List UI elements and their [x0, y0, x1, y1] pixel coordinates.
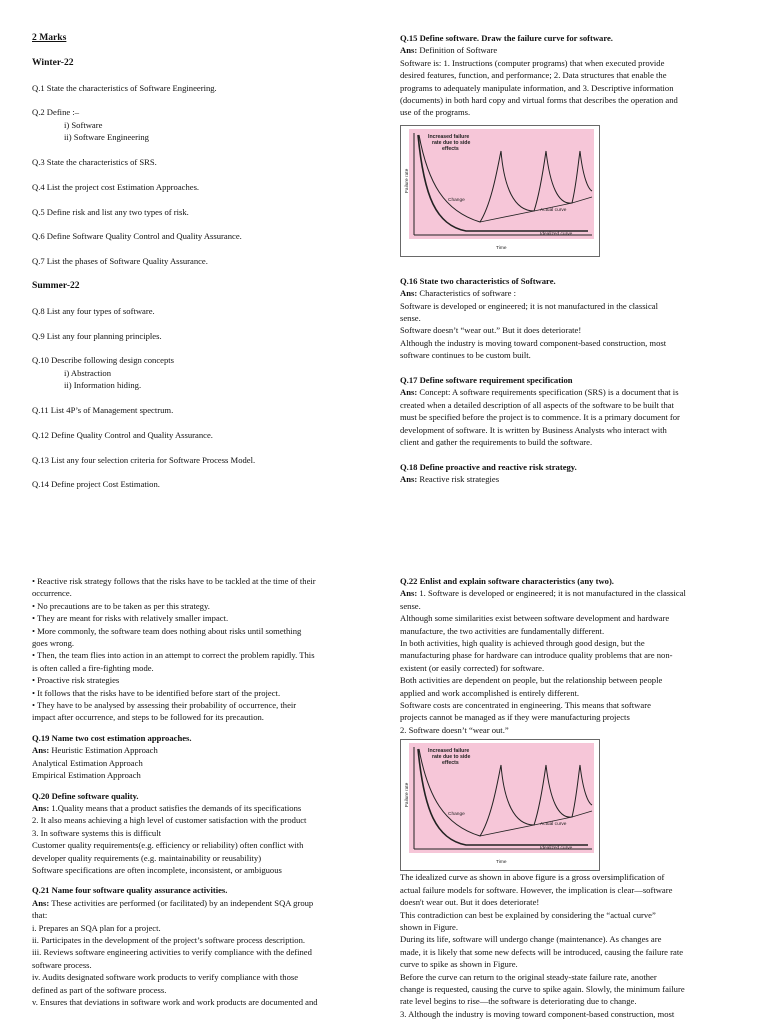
- answer-label: Ans:: [400, 387, 418, 398]
- question-19-answer: [32, 744, 372, 756]
- risk-line: • No precautions are to be taken as per this strategy.: [32, 600, 210, 611]
- q22-line: applied and work accomplished is entirely different.: [400, 687, 580, 698]
- q16-line: software continues to be custom built.: [400, 350, 531, 361]
- risk-line: • More commonly, the software team does nothing about risks until something: [32, 625, 302, 636]
- q22-line: Software costs are concentrated in engineering. This means that software: [400, 700, 651, 711]
- explain-line: change is requested, causing the curve to spike again. Slowly, the minimum failure: [400, 983, 685, 994]
- q20-line: Software specifications are often incomplete, inconsistent, or ambiguous: [32, 864, 282, 875]
- q21-line: defined as part of the software process.: [32, 984, 167, 995]
- question-13: Q.13 List any four selection criteria for Software Process Model.: [32, 454, 256, 465]
- q22-line: In both activities, high quality is achieved through good design, but the: [400, 638, 645, 649]
- question-10: Q.10 Describe following design concepts: [32, 355, 175, 366]
- question-3: Q.3 State the characteristics of SRS.: [32, 157, 157, 167]
- failure-curve-figure-2: [400, 739, 600, 871]
- q22-line: manufacture, the two activities are fundamentally different.: [400, 625, 605, 636]
- question-16-answer: [400, 287, 740, 299]
- answer-label: Ans:: [400, 45, 418, 56]
- q21-line: iii. Reviews software engineering activities to verify compliance with the defined: [32, 947, 312, 958]
- q22-line: sense.: [400, 600, 421, 611]
- q15-line: use of the programs.: [400, 107, 471, 118]
- q17-line: must be specified before the project is to commence. It is a primary document for: [400, 412, 680, 423]
- q15-line: desired features, function, and performance; 2. Data structures that enable the: [400, 70, 667, 81]
- question-17-title: Q.17 Define software requirement specification: [400, 375, 573, 386]
- question-4: Q.4 List the project cost Estimation Approaches.: [32, 181, 200, 192]
- answer-label: Ans:: [400, 288, 418, 299]
- risk-line: is often called a fire-fighting mode.: [32, 662, 154, 673]
- question-21-answer: [32, 897, 372, 909]
- answer-text: These activities are performed (or facilitated) by an independent SQA group: [49, 897, 314, 908]
- answer-label: Ans:: [32, 802, 50, 813]
- q16-line: sense.: [400, 313, 421, 324]
- label-idealized-curve: Idealized curve: [540, 231, 573, 237]
- risk-line: • Reactive risk strategy follows that the risks have to be tackled at the time of their: [32, 576, 316, 586]
- answer-label: Ans:: [32, 897, 50, 908]
- answer-text: Reactive risk strategies: [417, 474, 500, 485]
- risk-line: • They have to be analysed by assessing their probability of occurrence, their: [32, 700, 297, 711]
- label-actual-curve: Actual curve: [540, 207, 567, 213]
- question-21-title: Q.21 Name four software quality assurance activities.: [32, 885, 228, 896]
- label-increased-failure: effects: [442, 760, 459, 767]
- question-11: Q.11 List 4P’s of Management spectrum.: [32, 404, 174, 415]
- q20-line: 3. In software systems this is difficult: [32, 827, 161, 838]
- risk-line: impact after occurrence, and steps to be followed for its precaution.: [32, 712, 264, 723]
- q21-line: that:: [32, 910, 48, 921]
- explain-line: The idealized curve as shown in above figure is a gross oversimplification of: [400, 872, 665, 883]
- answer-text: Definition of Software: [417, 45, 498, 56]
- explain-line: shown in Figure.: [400, 921, 459, 932]
- label-increased-failure: rate due to side: [432, 754, 471, 761]
- risk-line: occurrence.: [32, 588, 72, 599]
- q20-line: Customer quality requirements(e.g. efficiency or reliability) often conflict with: [32, 840, 304, 851]
- label-actual-curve: Actual curve: [540, 822, 567, 828]
- q17-line: created when a detailed description of all aspects of the software to be built that: [400, 399, 674, 410]
- x-axis-label: Time: [496, 245, 507, 251]
- question-22-answer: [400, 587, 740, 599]
- q17-line: client and gather the requirements to build the software.: [400, 437, 593, 448]
- q19-line: Analytical Estimation Approach: [32, 757, 143, 768]
- question-12: Q.12 Define Quality Control and Quality Assurance.: [32, 429, 213, 440]
- risk-line: • Then, the team flies into action in an attempt to correct the problem rapidly. This: [32, 650, 315, 661]
- failure-curve-figure: [400, 125, 600, 257]
- question-15-answer: [400, 44, 740, 56]
- question-8: Q.8 List any four types of software.: [32, 305, 155, 316]
- q21-line: iv. Audits designated software work products to verify compliance with those: [32, 972, 299, 983]
- answer-text: 1. Software is developed or engineered; it is not manufactured in the classical: [417, 588, 686, 599]
- question-7: Q.7 List the phases of Software Quality Assurance.: [32, 256, 208, 267]
- question-14: Q.14 Define project Cost Estimation.: [32, 479, 160, 490]
- question-10-item-i: i) Abstraction: [64, 367, 112, 378]
- question-18-answer: [400, 473, 740, 485]
- q21-line: ii. Participates in the development of the project’s software process description.: [32, 934, 306, 945]
- top-left-column: [32, 32, 362, 491]
- explain-line: doesn't wear out. But it does deteriorate!: [400, 897, 540, 908]
- bottom-left-column: [32, 575, 372, 1008]
- question-15-title: Q.15 Define software. Draw the failure curve for software.: [400, 33, 613, 43]
- top-right-column: [400, 32, 740, 486]
- q15-line: Software is: 1. Instructions (computer programs) that when executed provide: [400, 57, 665, 68]
- answer-label: Ans:: [400, 474, 418, 485]
- summer-heading: Summer-22: [32, 279, 80, 291]
- q21-line: software process.: [32, 959, 92, 970]
- label-increased-failure: Increased failure: [428, 133, 470, 140]
- q16-line: Although the industry is moving toward component-based construction, most: [400, 337, 667, 348]
- q22-line: existent (or easily corrected) for software.: [400, 662, 545, 673]
- marks-heading: 2 Marks: [32, 32, 67, 43]
- q17-line: development of software. It is written by Business Analysts who interact with: [400, 424, 667, 435]
- q20-line: developer quality requirements (e.g. maintainability or reusability): [32, 852, 262, 863]
- bottom-right-column: [400, 575, 740, 1020]
- q16-line: Software doesn’t “wear out.” But it does deteriorate!: [400, 325, 582, 336]
- q15-line: programs to adequately manipulate information, and 3. Descriptive information: [400, 82, 674, 93]
- q19-line: Empirical Estimation Approach: [32, 770, 141, 781]
- label-idealized-curve: Idealized curve: [540, 846, 573, 852]
- explain-line: This contradiction can best be explained by considering the “actual curve”: [400, 909, 656, 920]
- label-increased-failure: effects: [442, 145, 459, 152]
- risk-line: • Proactive risk strategies: [32, 675, 120, 686]
- question-20-title: Q.20 Define software quality.: [32, 790, 139, 801]
- explain-line: actual failure models for software. However, the implication is clear—software: [400, 884, 673, 895]
- explain-line: made, it is likely that some new defects will be introduced, causing the failure rate: [400, 946, 684, 957]
- q22-line: projects cannot be managed as if they were manufacturing projects: [400, 712, 630, 723]
- x-axis-label: Time: [496, 860, 507, 866]
- q22-line: 2. Software doesn’t “wear out.”: [400, 724, 509, 735]
- question-17-answer: [400, 386, 740, 398]
- label-increased-failure: Increased failure: [428, 748, 470, 755]
- answer-label: Ans:: [400, 588, 418, 599]
- question-10-item-ii: ii) Information hiding.: [64, 380, 142, 391]
- q22-line: manufacturing phase for hardware can introduce quality problems that are non-: [400, 650, 673, 661]
- question-1: Q.1 State the characteristics of Software Engineering.: [32, 82, 217, 93]
- q22-line: Both activities are dependent on people, but the relationship between people: [400, 675, 663, 686]
- risk-line: • They are meant for risks with relatively smaller impact.: [32, 613, 229, 624]
- label-change: Change: [448, 812, 465, 818]
- risk-line: goes wrong.: [32, 638, 75, 649]
- question-19-title: Q.19 Name two cost estimation approaches.: [32, 732, 192, 743]
- question-5: Q.5 Define risk and list any two types of risk.: [32, 206, 189, 217]
- q21-line: v. Ensures that deviations in software work and work products are documented and: [32, 997, 318, 1007]
- explain-line: curve to spike as shown in Figure.: [400, 959, 518, 970]
- question-2-item-ii: ii) Software Engineering: [64, 132, 149, 143]
- q15-line: (documents) in both hard copy and virtual forms that describes the operation and: [400, 95, 678, 106]
- question-6: Q.6 Define Software Quality Control and Quality Assurance.: [32, 231, 242, 242]
- label-change: Change: [448, 197, 465, 203]
- question-20-answer: [32, 802, 372, 814]
- explain-line: During its life, software will undergo change (maintenance). As changes are: [400, 934, 662, 945]
- answer-label: Ans:: [32, 745, 50, 756]
- question-16-title: Q.16 State two characteristics of Software.: [400, 275, 556, 286]
- question-22-title: Q.22 Enlist and explain software characteristics (any two).: [400, 576, 614, 586]
- y-axis-label: Failure rate: [405, 168, 410, 193]
- q16-line: Software is developed or engineered; it is not manufactured in the classical: [400, 300, 658, 311]
- y-axis-label: Failure rate: [405, 783, 410, 808]
- q21-line: i. Prepares an SQA plan for a project.: [32, 922, 161, 933]
- question-2-item-i: i) Software: [64, 119, 103, 130]
- q20-line: 2. It also means achieving a high level of customer satisfaction with the product: [32, 815, 307, 826]
- winter-heading: Winter-22: [32, 56, 74, 68]
- question-9: Q.9 List any four planning principles.: [32, 330, 162, 341]
- question-18-title: Q.18 Define proactive and reactive risk strategy.: [400, 461, 577, 472]
- answer-text: Concept: A software requirements specification (SRS) is a document that is: [417, 387, 679, 398]
- explain-line: rate level begins to rise—the software is deteriorating due to change.: [400, 996, 637, 1007]
- label-increased-failure: rate due to side: [432, 139, 471, 146]
- answer-text: Heuristic Estimation Approach: [49, 745, 158, 756]
- q22-line: Although some similarities exist between software development and hardware: [400, 613, 670, 624]
- question-2: Q.2 Define :–: [32, 107, 80, 118]
- answer-text: Characteristics of software :: [417, 288, 516, 299]
- answer-text: 1.Quality means that a product satisfies the demands of its specifications: [49, 802, 302, 813]
- explain-line: Before the curve can return to the original steady-state failure rate, another: [400, 971, 657, 982]
- explain-line: 3. Although the industry is moving toward component-based construction, most: [400, 1008, 675, 1019]
- risk-line: • It follows that the risks have to be identified before start of the project.: [32, 687, 281, 698]
